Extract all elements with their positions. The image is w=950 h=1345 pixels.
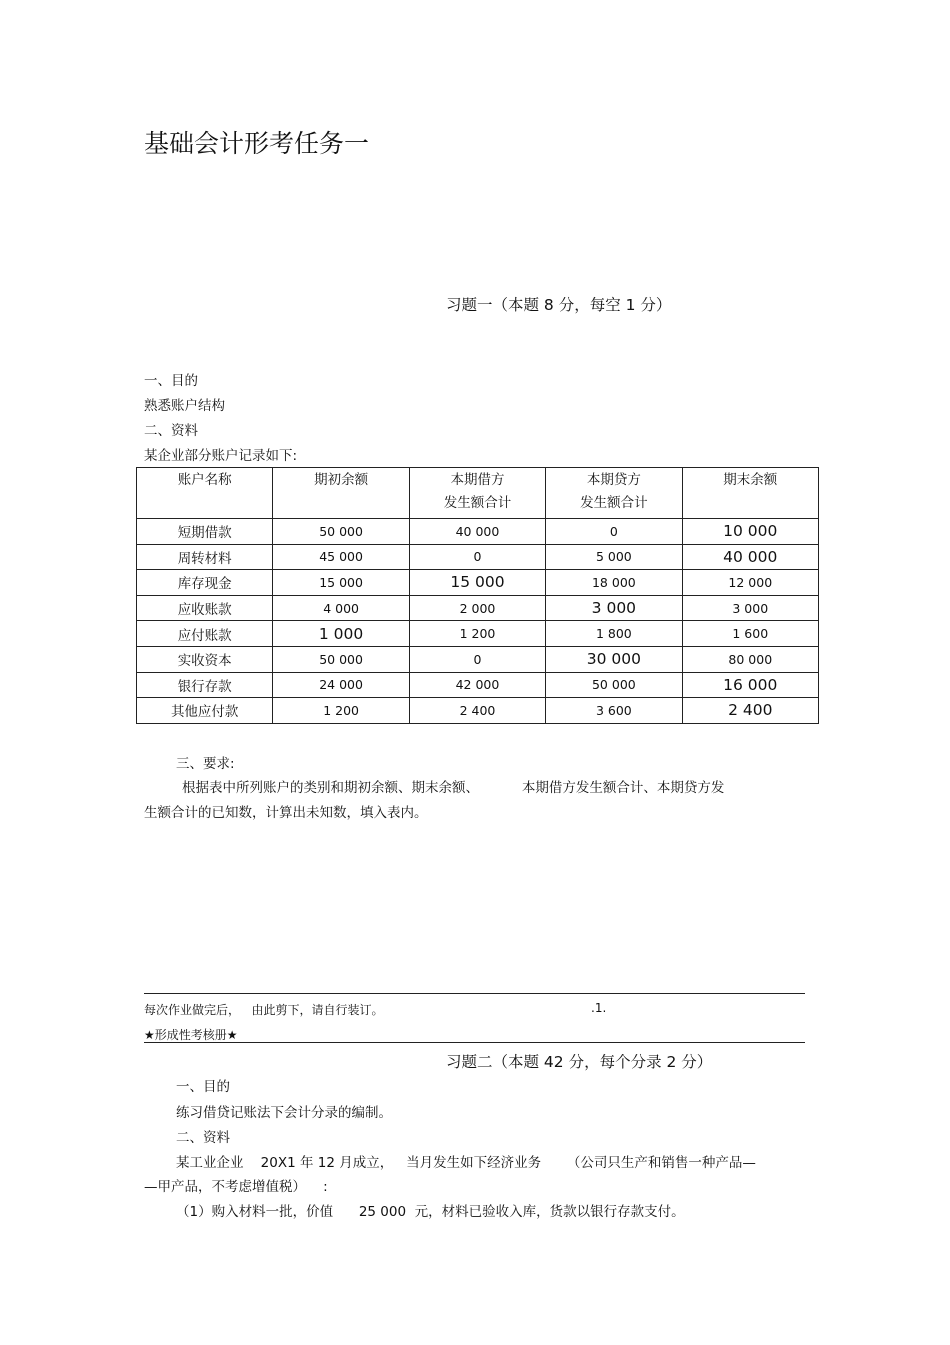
cell-answer: 40 000 [682,544,818,570]
footer-note: 每次作业做完后， 由此剪下，请自行装订。 [144,1003,384,1017]
cell-answer: 30 000 [546,646,682,672]
cell: 45 000 [273,544,409,570]
account-table [136,467,819,724]
ex2-line1: 某工业企业 20X1 年 12 月成立， 当月发生如下经济业务 （公司只生产和销售一种产品— [176,1155,756,1171]
table-header-row [137,468,819,519]
cell: 1 200 [273,698,409,724]
cell-answer: 3 000 [546,595,682,621]
cell-answer: 15 000 [409,570,545,596]
cell: 应付账款 [137,621,273,647]
cell: 42 000 [409,672,545,698]
ex2-material-label: 二、资料 [176,1130,230,1146]
cell: 1 200 [409,621,545,647]
cell: 其他应付款 [137,698,273,724]
cell: 5 000 [546,544,682,570]
table-row [137,519,819,545]
cell: 1 800 [546,621,682,647]
cell: 库存现金 [137,570,273,596]
cell: 40 000 [409,519,545,545]
ex1-goal-label: 一、目的 [144,373,198,389]
ex2-line2: —甲产品，不考虑增值税） : [144,1179,328,1195]
cell: 应收账款 [137,595,273,621]
cell: 1 600 [682,621,818,647]
table-row [137,646,819,672]
header-account-name: 账户名称 [137,468,273,519]
cut-line-bottom [144,1042,805,1043]
cell: 0 [409,646,545,672]
cell: 3 600 [546,698,682,724]
ex2-item1: （1）购入材料一批，价值 25 000 元，材料已验收入库，货款以银行存款支付。 [176,1204,685,1220]
cell-answer: 1 000 [273,621,409,647]
table-row [137,672,819,698]
cell: 50 000 [273,519,409,545]
cell: 0 [409,544,545,570]
header-closing-balance: 期末余额 [682,468,818,519]
cell: 0 [546,519,682,545]
footer-brand: ★形成性考核册★ [144,1028,238,1042]
ex1-goal-text: 熟悉账户结构 [144,398,225,414]
cell: 15 000 [273,570,409,596]
exercise1-heading: 习题一（本题 8 分，每空 1 分） [446,296,672,314]
cell-answer: 2 400 [682,698,818,724]
cell: 18 000 [546,570,682,596]
ex2-goal-text: 练习借贷记账法下会计分录的编制。 [176,1105,392,1121]
cell: 50 000 [273,646,409,672]
cell: 50 000 [546,672,682,698]
ex1-intro: 某企业部分账户记录如下: [144,448,298,464]
cut-line-top [144,993,805,994]
cell: 周转材料 [137,544,273,570]
ex1-req-line1: 根据表中所列账户的类别和期初余额、期末余额、 本期借方发生额合计、本期贷方发 [182,780,725,796]
cell: 12 000 [682,570,818,596]
cell: 短期借款 [137,519,273,545]
ex1-req-line2: 生额合计的已知数，计算出未知数，填入表内。 [144,805,428,821]
cell: 2 400 [409,698,545,724]
document-title: 基础会计形考任务一 [144,129,370,158]
ex2-goal-label: 一、目的 [176,1079,230,1095]
ex1-material-label: 二、资料 [144,423,198,439]
cell: 实收资本 [137,646,273,672]
cell-answer: 16 000 [682,672,818,698]
table-row [137,698,819,724]
cell: 银行存款 [137,672,273,698]
cell-answer: 10 000 [682,519,818,545]
exercise2-heading: 习题二（本题 42 分，每个分录 2 分） [446,1053,713,1071]
header-debit-total: 本期借方 发生额合计 [409,468,545,519]
cell: 2 000 [409,595,545,621]
page-number: .1. [591,1001,607,1015]
table-row [137,544,819,570]
header-opening-balance: 期初余额 [273,468,409,519]
table-row [137,621,819,647]
ex1-req-label: 三、要求: [176,756,235,772]
cell: 4 000 [273,595,409,621]
cell: 80 000 [682,646,818,672]
header-credit-total: 本期贷方 发生额合计 [546,468,682,519]
cell: 24 000 [273,672,409,698]
cell: 3 000 [682,595,818,621]
table-row [137,595,819,621]
table-row [137,570,819,596]
